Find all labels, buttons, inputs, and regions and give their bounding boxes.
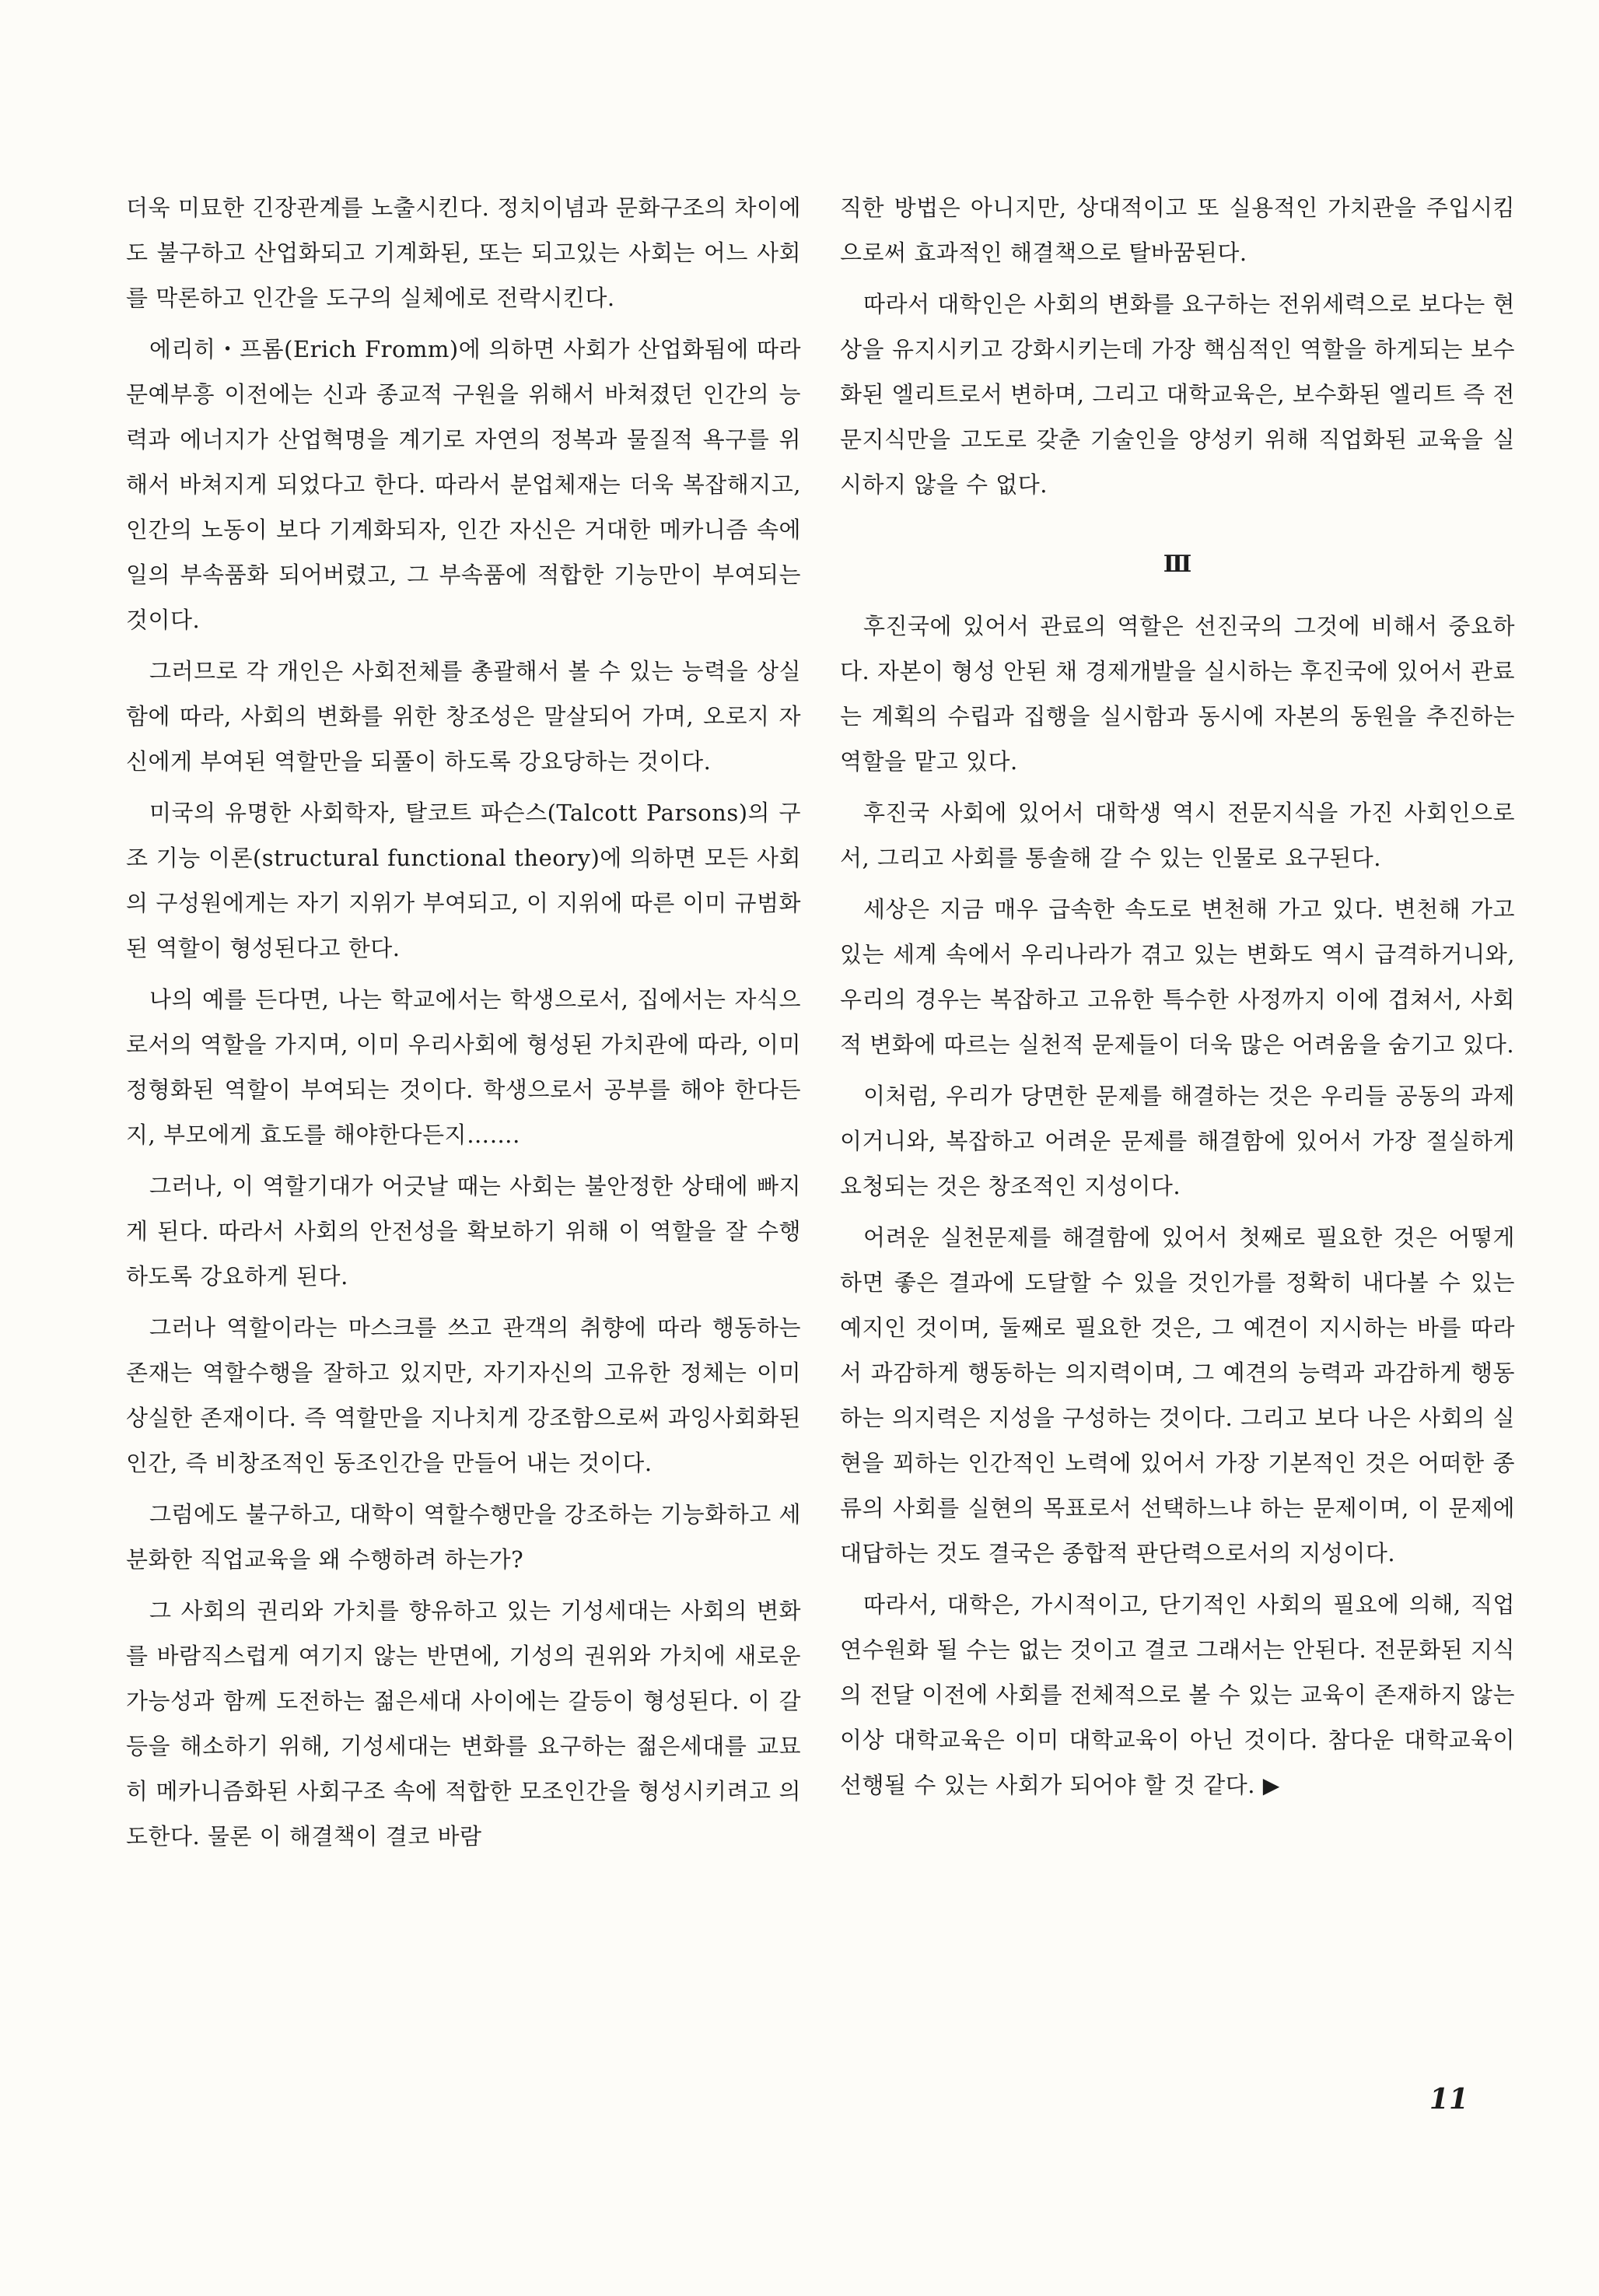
right-column xyxy=(840,185,1515,1815)
paragraph-text: 그러나, 이 역할기대가 어긋날 때는 사회는 불안정한 상태에 빠지게 된다. 따라서 사회의 안전성을 확보하기 위해 이 역할을 잘 수행하도록 강요하게 된다. xyxy=(126,1173,801,1290)
paragraph xyxy=(840,887,1515,1067)
paragraph-text: 에리히・프롬(Erich Fromm)에 의하면 사회가 산업화됨에 따라 문예부흥 이전에는 신과 종교적 구원을 위해서 바쳐졌던 인간의 능력과 에너지가 산업혁명을 계기로 자연의 정복과 물질적 욕구를 위해서 바쳐지게 되었다고 한다. 따라서 분업체재는 더욱 복잡해지고, 인간의 노동이 보다 기계화되자, 인간 자신은 거대한 메카니즘 속에 일의 부속품화 되어버렸고, 그 부속품에 적합한 기능만이 부여되는 것이다. xyxy=(126,336,801,633)
paragraph xyxy=(840,790,1515,880)
section-number: Ⅲ xyxy=(1163,551,1192,578)
paragraph xyxy=(840,1215,1515,1576)
paragraph xyxy=(126,1492,801,1582)
paragraph-text: 이처럼, 우리가 당면한 문제를 해결하는 것은 우리들 공동의 과제이거니와, 복잡하고 어려운 문제를 해결함에 있어서 가장 절실하게 요청되는 것은 창조적인 지성이다. xyxy=(840,1083,1515,1199)
paragraph-text: 그럼에도 불구하고, 대학이 역할수행만을 강조하는 기능화하고 세분화한 직업교육을 왜 수행하려 하는가? xyxy=(126,1501,801,1573)
paragraph xyxy=(840,604,1515,784)
paragraph xyxy=(840,282,1515,507)
right-column-top xyxy=(840,185,1515,507)
paragraph xyxy=(126,790,801,971)
left-column xyxy=(126,185,801,1865)
paragraph-text: 따라서 대학인은 사회의 변화를 요구하는 전위세력으로 보다는 현상을 유지시키고 강화시키는데 가장 핵심적인 역할을 하게되는 보수화된 엘리트로서 변하며, 그리고 대학교육은, 보수화된 엘리트 즉 전문지식만을 고도로 갖춘 기술인을 양성키 위해 직업화된 교육을 실시하지 않을 수 없다. xyxy=(840,291,1515,498)
paragraph-text: 직한 방법은 아니지만, 상대적이고 또 실용적인 가치관을 주입시킴으로써 효과적인 해결책으로 탈바꿈된다. xyxy=(840,194,1515,266)
paragraph xyxy=(840,1582,1515,1808)
paragraph-text: 후진국 사회에 있어서 대학생 역시 전문지식을 가진 사회인으로서, 그리고 사회를 통솔해 갈 수 있는 인물로 요구된다. xyxy=(840,800,1515,871)
paragraph xyxy=(126,1305,801,1486)
paragraph xyxy=(840,185,1515,275)
paragraph xyxy=(126,327,801,642)
paragraph-text: 어려운 실천문제를 해결함에 있어서 첫째로 필요한 것은 어떻게 하면 좋은 결과에 도달할 수 있을 것인가를 정확히 내다볼 수 있는 예지인 것이며, 둘째로 필요한 것은, 그 예견이 지시하는 바를 따라서 과감하게 행동하는 의지력이며, 그 예견의 능력과 과감하게 행동하는 의지력은 지성을 구성하는 것이다. 그리고 보다 나은 사회의 실현을 꾀하는 인간적인 노력에 있어서 가장 기본적인 것은 어떠한 종류의 사회를 실현의 목표로서 선택하느냐 하는 문제이며, 이 문제에 대답하는 것도 결국은 종합적 판단력으로서의 지성이다. xyxy=(840,1224,1515,1566)
paragraph-text: 세상은 지금 매우 급속한 속도로 변천해 가고 있다. 변천해 가고 있는 세계 속에서 우리나라가 겪고 있는 변화도 역시 급격하거니와, 우리의 경우는 복잡하고 고유한 특수한 사정까지 이에 겹쳐서, 사회적 변화에 따르는 실천적 문제들이 더욱 많은 어려움을 숨기고 있다. xyxy=(840,896,1515,1058)
paragraph-text: 그러나 역할이라는 마스크를 쓰고 관객의 취향에 따라 행동하는 존재는 역할수행을 잘하고 있지만, 자기자신의 고유한 정체는 이미 상실한 존재이다. 즉 역할만을 지나치게 강조함으로써 과잉사회화된 인간, 즉 비창조적인 동조인간을 만들어 내는 것이다. xyxy=(126,1314,801,1476)
end-mark-icon: ▶ xyxy=(1262,1773,1280,1798)
paragraph-text: 따라서, 대학은, 가시적이고, 단기적인 사회의 필요에 의해, 직업연수원화 될 수는 없는 것이고 결코 그래서는 안된다. 전문화된 지식의 전달 이전에 사회를 전체적으로 볼 수 있는 교육이 존재하지 않는 이상 대학교육은 이미 대학교육이 아닌 것이다. 참다운 대학교육이 선행될 수 있는 사회가 되어야 할 것 같다. xyxy=(840,1591,1515,1798)
paragraph xyxy=(126,1588,801,1859)
paragraph-text: 미국의 유명한 사회학자, 탈코트 파슨스(Talcott Parsons)의 구조 기능 이론(structural functional theory)에 의하면 모든 사회의 구성원에게는 자기 지위가 부여되고, 이 지위에 따른 이미 규범화된 역할이 형성된다고 한다. xyxy=(126,800,801,961)
right-column-bottom xyxy=(840,604,1515,1808)
page-number: 11 xyxy=(1429,2083,1468,2116)
paragraph xyxy=(126,649,801,784)
paragraph xyxy=(126,1164,801,1299)
paragraph xyxy=(126,977,801,1157)
paragraph xyxy=(126,185,801,320)
paragraph-text: 그 사회의 권리와 가치를 향유하고 있는 기성세대는 사회의 변화를 바람직스럽게 여기지 않는 반면에, 기성의 권위와 가치에 새로운 가능성과 함께 도전하는 젊은세대 사이에는 갈등이 형성된다. 이 갈등을 해소하기 위해, 기성세대는 변화를 요구하는 젊은세대를 교묘히 메카니즘화된 사회구조 속에 적합한 모조인간을 형성시키려고 의도한다. 물론 이 해결책이 결코 바람 xyxy=(126,1598,801,1850)
paragraph-text: 그러므로 각 개인은 사회전체를 총괄해서 볼 수 있는 능력을 상실함에 따라, 사회의 변화를 위한 창조성은 말살되어 가며, 오로지 자신에게 부여된 역할만을 되풀이 하도록 강요당하는 것이다. xyxy=(126,658,801,775)
paragraph xyxy=(840,1073,1515,1209)
paragraph-text: 더욱 미묘한 긴장관계를 노출시킨다. 정치이념과 문화구조의 차이에도 불구하고 산업화되고 기계화된, 또는 되고있는 사회는 어느 사회를 막론하고 인간을 도구의 실체에로 전락시킨다. xyxy=(126,194,801,311)
paragraph-text: 나의 예를 든다면, 나는 학교에서는 학생으로서, 집에서는 자식으로서의 역할을 가지며, 이미 우리사회에 형성된 가치관에 따라, 이미 정형화된 역할이 부여되는 것이다. 학생으로서 공부를 해야 한다든지, 부모에게 효도를 해야한다든지……. xyxy=(126,986,801,1148)
paragraph-text: 후진국에 있어서 관료의 역할은 선진국의 그것에 비해서 중요하다. 자본이 형성 안된 채 경제개발을 실시하는 후진국에 있어서 관료는 계획의 수립과 집행을 실시함과 동시에 자본의 동원을 추진하는 역할을 맡고 있다. xyxy=(840,613,1515,775)
